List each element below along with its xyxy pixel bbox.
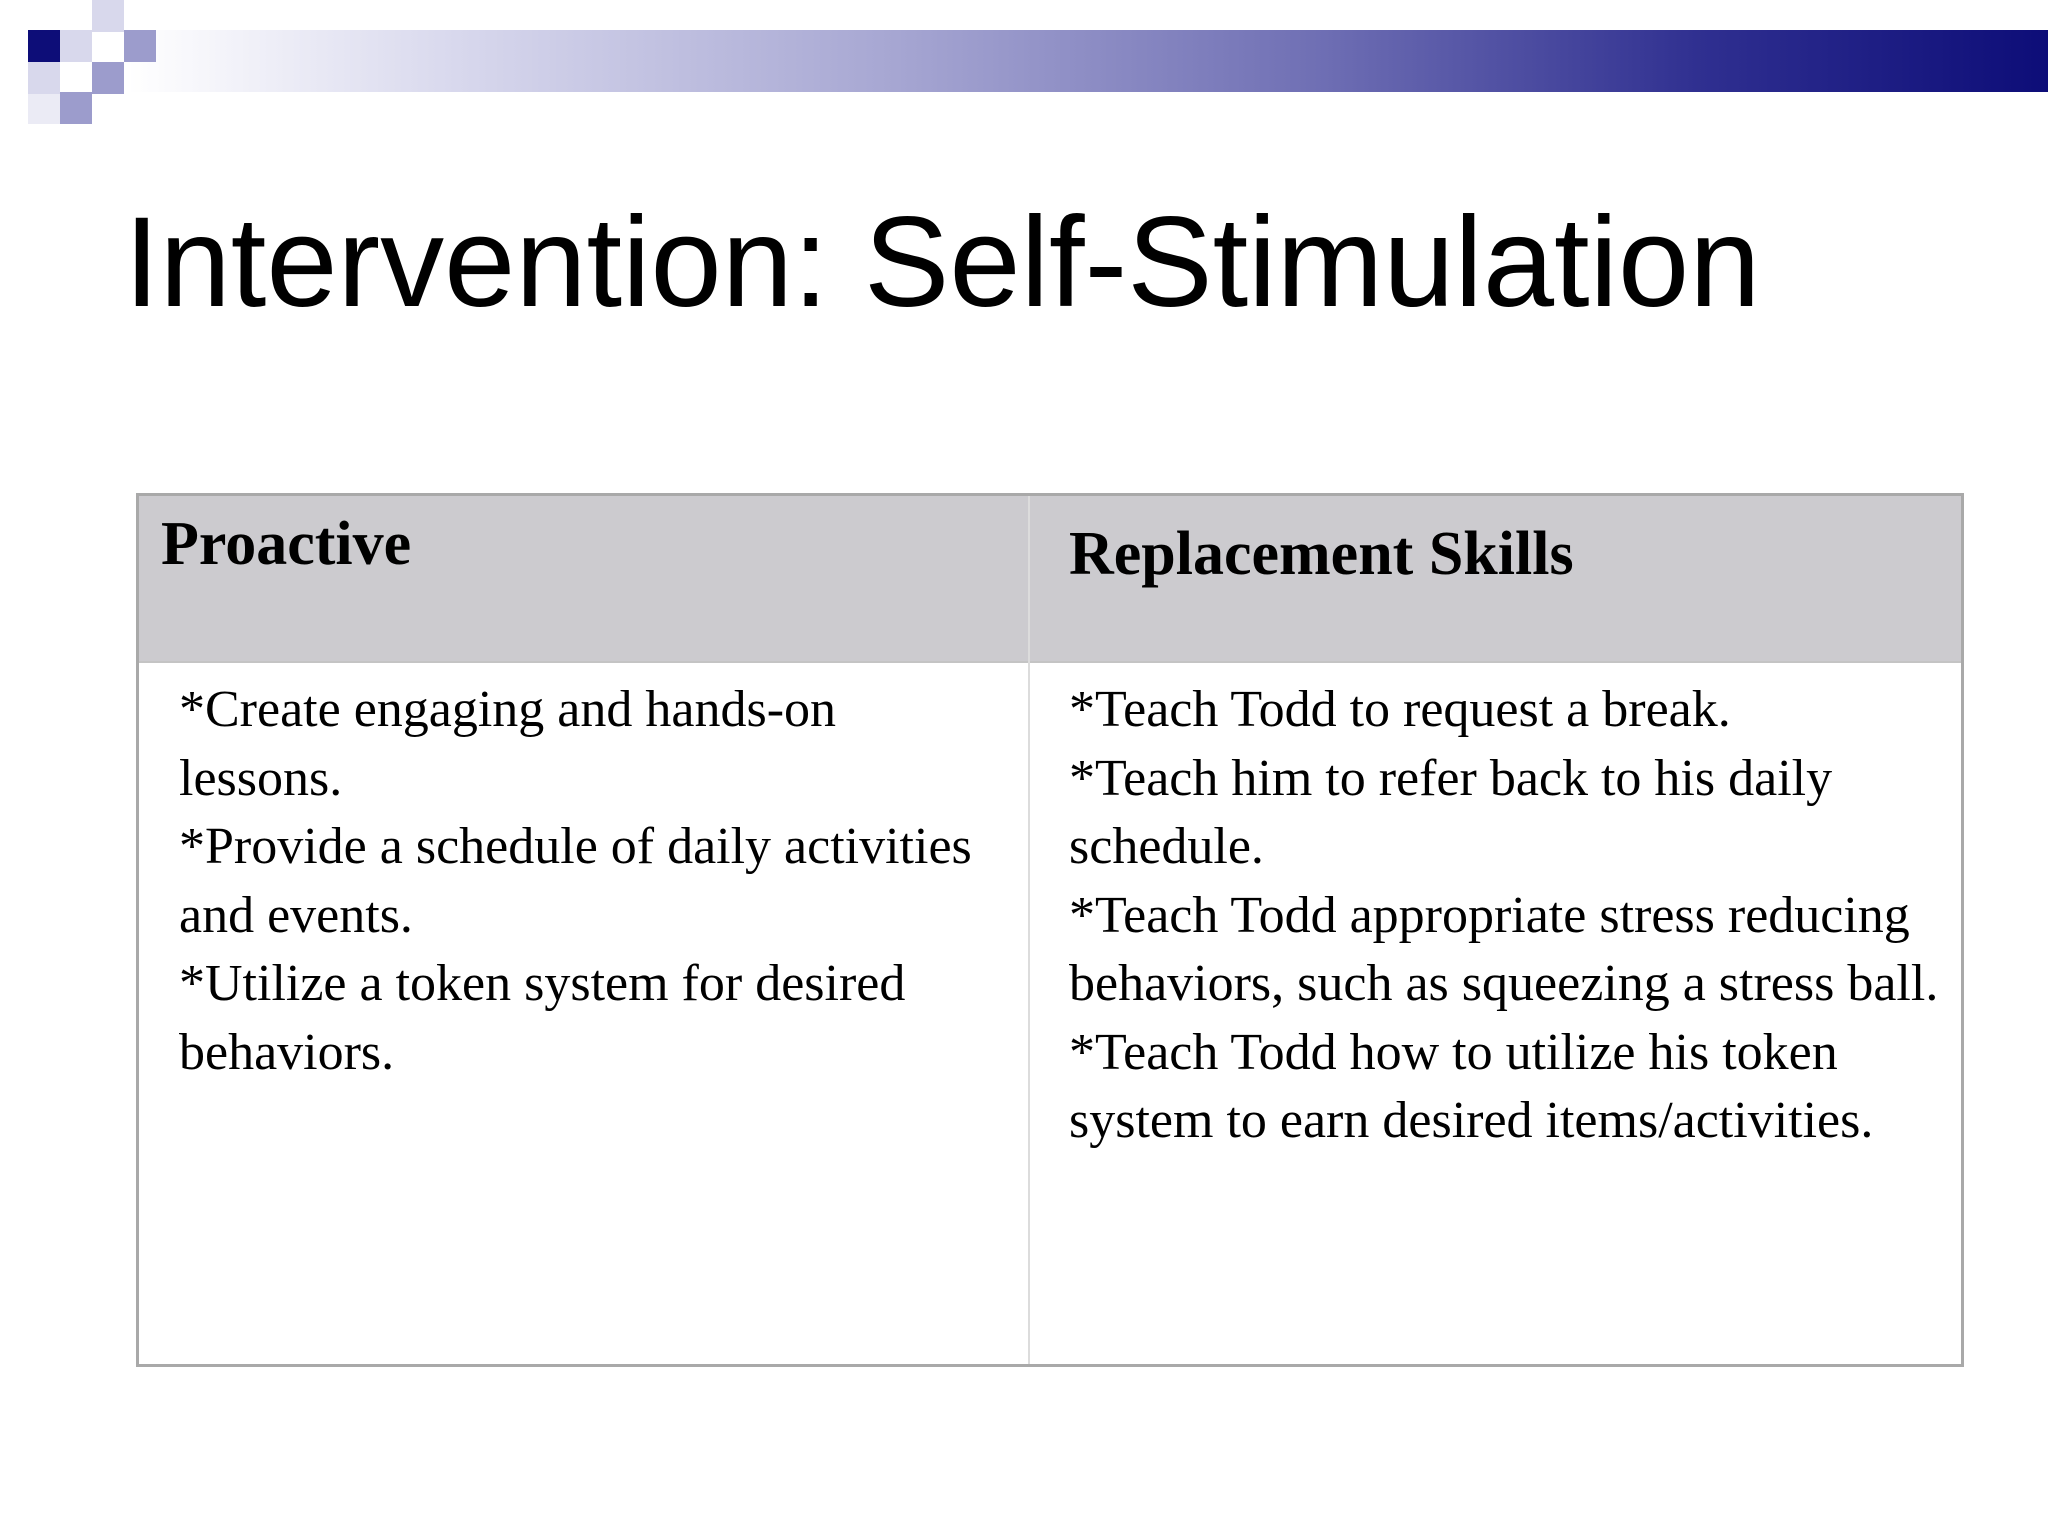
intervention-table	[136, 493, 1964, 1367]
header-gradient-bar	[128, 30, 2048, 92]
decor-square	[92, 62, 124, 94]
decor-square	[124, 30, 156, 62]
decor-square	[92, 0, 124, 32]
decor-square	[60, 30, 92, 62]
table-header-row	[139, 496, 1961, 663]
list-item: *Teach him to refer back to his daily schedule.	[1069, 749, 1833, 875]
list-item: *Provide a schedule of daily activities and events.	[179, 818, 972, 944]
list-item: *Utilize a token system for desired behaviors.	[179, 955, 906, 1081]
header-replacement-skills: Replacement Skills	[1069, 520, 1574, 588]
list-item: *Create engaging and hands-on lessons.	[179, 681, 837, 807]
column-divider	[1028, 496, 1030, 1364]
proactive-cell	[179, 676, 1009, 1087]
list-item: *Teach Todd how to utilize his token system to earn desired items/activities.	[1069, 1023, 1874, 1149]
list-item: *Teach Todd appropriate stress reducing behaviors, such as squeezing a stress ball.	[1069, 886, 1939, 1012]
decor-square	[28, 30, 60, 62]
decor-square	[28, 92, 60, 124]
list-item: *Teach Todd to request a break.	[1069, 681, 1731, 738]
replacement-skills-cell	[1069, 676, 1949, 1156]
decor-square	[60, 92, 92, 124]
slide-title: Intervention: Self-Stimulation	[124, 191, 1761, 334]
header-proactive: Proactive	[161, 510, 412, 578]
decor-square	[28, 62, 60, 94]
